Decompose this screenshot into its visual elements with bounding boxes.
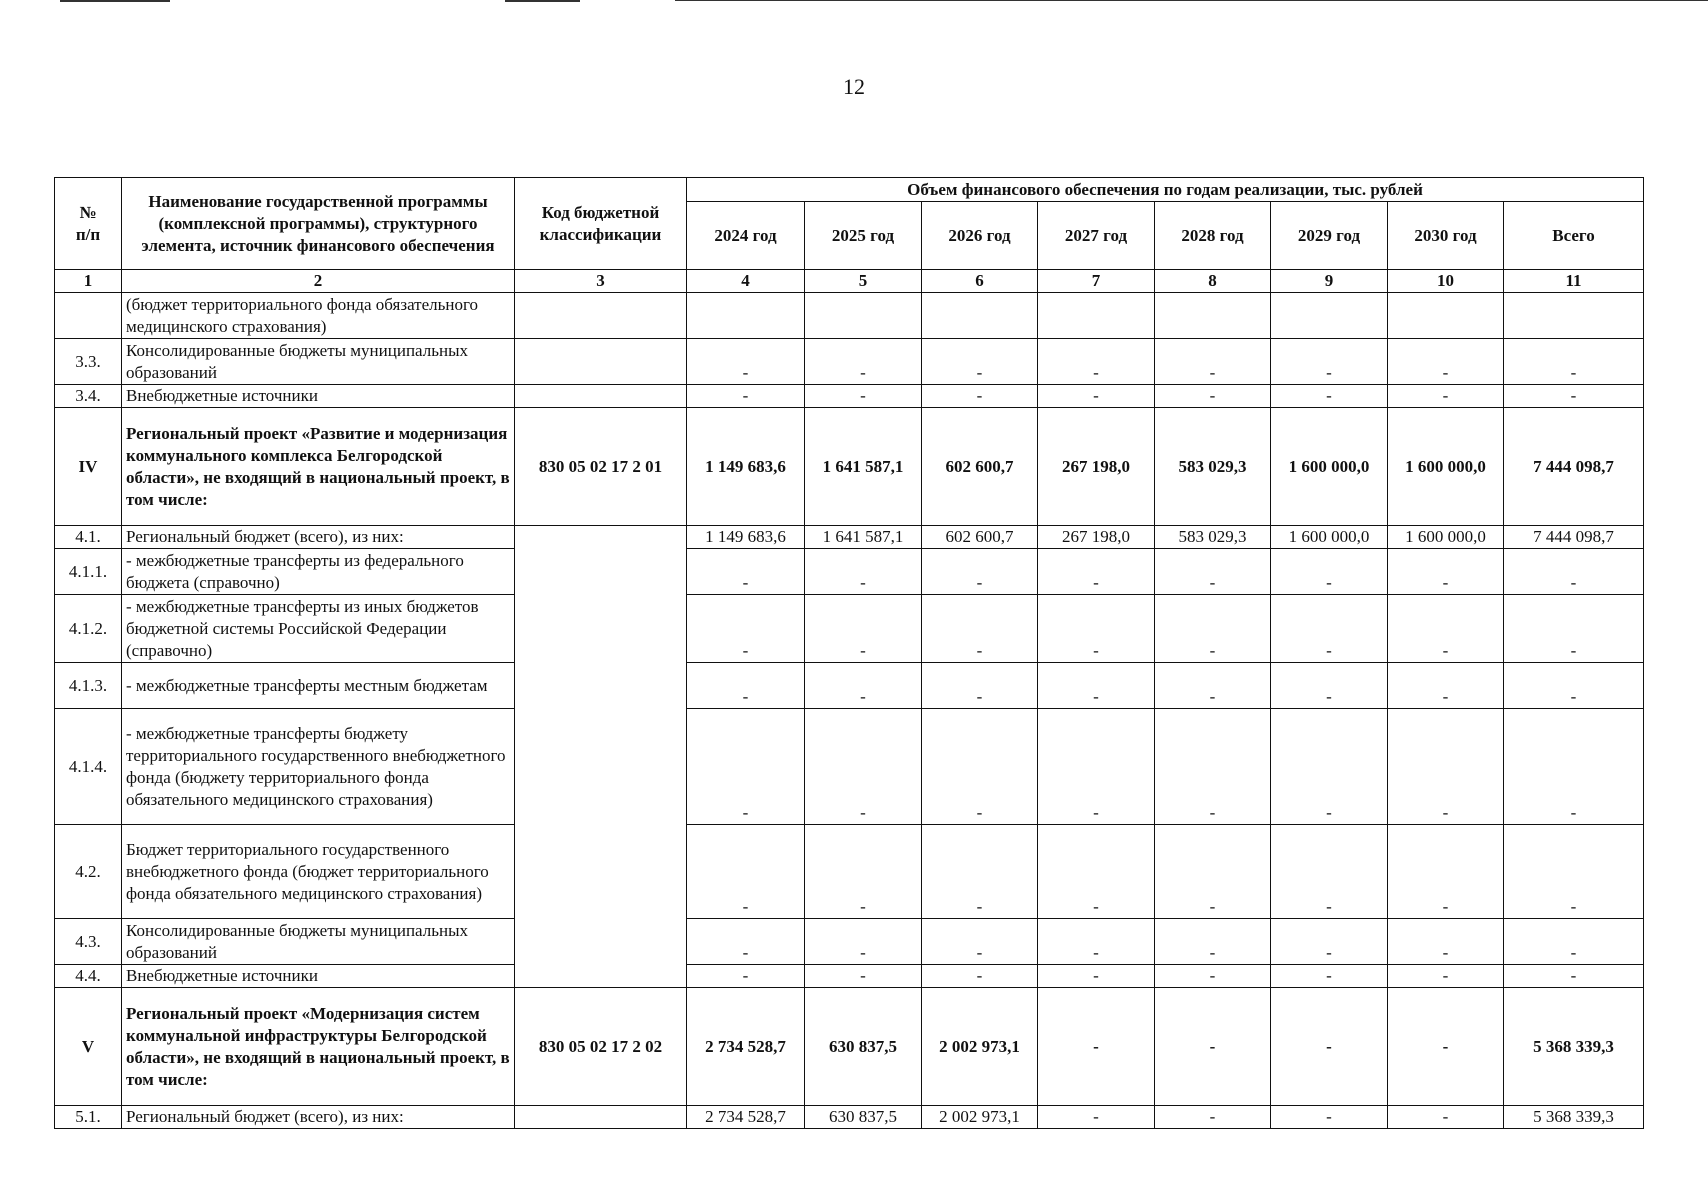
row-year-value: 583 029,3 (1155, 526, 1271, 549)
row-year-value: 1 600 000,0 (1388, 526, 1504, 549)
column-number: 7 (1038, 270, 1155, 293)
row-year-value: - (1271, 988, 1388, 1106)
table-row (55, 293, 1644, 339)
row-year-value: - (1271, 663, 1388, 709)
row-budget-code: 830 05 02 17 2 01 (515, 408, 687, 526)
header-year: 2029 год (1271, 202, 1388, 270)
header-year: 2030 год (1388, 202, 1504, 270)
row-year-value: - (922, 595, 1038, 663)
row-year-value: - (687, 595, 805, 663)
row-total-value: - (1504, 825, 1644, 919)
row-year-value: - (1038, 339, 1155, 385)
row-name: - межбюджетные трансферты бюджету территориального государственного внебюджетного фонда (бюджету территориального фонда обязательного медицинского страхования) (122, 709, 515, 825)
row-year-value: - (805, 549, 922, 595)
row-name: (бюджет территориального фонда обязательного медицинского страхования) (122, 293, 515, 339)
row-name: - межбюджетные трансферты местным бюджетам (122, 663, 515, 709)
row-name: Консолидированные бюджеты муниципальных образований (122, 339, 515, 385)
header-year: 2026 год (922, 202, 1038, 270)
row-total-value: - (1504, 663, 1644, 709)
row-total-value: - (1504, 385, 1644, 408)
row-number: 4.4. (55, 965, 122, 988)
row-year-value: - (1155, 965, 1271, 988)
column-number: 11 (1504, 270, 1644, 293)
row-year-value: - (922, 965, 1038, 988)
row-number: 4.1.3. (55, 663, 122, 709)
row-name: - межбюджетные трансферты из иных бюджетов бюджетной системы Российской Федерации (справочно) (122, 595, 515, 663)
row-year-value: - (1271, 1106, 1388, 1129)
row-year-value: - (922, 663, 1038, 709)
row-year-value: - (1388, 339, 1504, 385)
row-total-value: 5 368 339,3 (1504, 988, 1644, 1106)
row-total-value: - (1504, 549, 1644, 595)
row-year-value: 2 002 973,1 (922, 1106, 1038, 1129)
header-year: 2025 год (805, 202, 922, 270)
row-year-value: - (1155, 339, 1271, 385)
row-total-value: 7 444 098,7 (1504, 526, 1644, 549)
row-year-value: - (1388, 709, 1504, 825)
header-number: № п/п (55, 178, 122, 270)
row-year-value: - (1038, 988, 1155, 1106)
column-number-row (55, 270, 1644, 293)
table-row (55, 595, 1644, 663)
row-year-value: - (1155, 663, 1271, 709)
table-row (55, 919, 1644, 965)
row-year-value: - (922, 709, 1038, 825)
row-year-value: - (687, 549, 805, 595)
row-year-value: - (922, 825, 1038, 919)
row-year-value: - (805, 709, 922, 825)
row-budget-code (515, 339, 687, 385)
header-code: Код бюджетной классификации (515, 178, 687, 270)
header-total: Всего (1504, 202, 1644, 270)
row-year-value (687, 293, 805, 339)
row-year-value: - (922, 385, 1038, 408)
table-row (55, 825, 1644, 919)
row-name: Консолидированные бюджеты муниципальных образований (122, 919, 515, 965)
page-number: 12 (843, 74, 865, 99)
row-year-value: - (687, 709, 805, 825)
row-year-value: - (687, 663, 805, 709)
table-row (55, 965, 1644, 988)
row-number: 4.1. (55, 526, 122, 549)
row-year-value: - (1038, 965, 1155, 988)
row-year-value: 1 600 000,0 (1271, 408, 1388, 526)
row-name: Региональный проект «Модернизация систем коммунальной инфраструктуры Белгородской области», не входящий в национальный проект, в том числе: (122, 988, 515, 1106)
row-year-value: - (805, 595, 922, 663)
row-year-value: - (1038, 385, 1155, 408)
row-number: 4.1.4. (55, 709, 122, 825)
row-year-value: - (1038, 595, 1155, 663)
row-year-value: - (1271, 339, 1388, 385)
row-total-value: 5 368 339,3 (1504, 1106, 1644, 1129)
header-year: 2027 год (1038, 202, 1155, 270)
row-year-value: - (1038, 709, 1155, 825)
row-year-value: 583 029,3 (1155, 408, 1271, 526)
row-year-value: - (805, 965, 922, 988)
row-year-value: - (805, 663, 922, 709)
row-year-value: - (1271, 965, 1388, 988)
table-row (55, 408, 1644, 526)
column-number: 2 (122, 270, 515, 293)
column-number: 10 (1388, 270, 1504, 293)
column-number: 4 (687, 270, 805, 293)
row-total-value (1504, 293, 1644, 339)
row-budget-code (515, 293, 687, 339)
row-year-value (1155, 293, 1271, 339)
row-name: Региональный проект «Развитие и модернизация коммунального комплекса Белгородской области», не входящий в национальный проект, в том числе: (122, 408, 515, 526)
row-budget-code: 830 05 02 17 2 02 (515, 988, 687, 1106)
scan-edge-line (60, 0, 170, 2)
row-year-value: - (1271, 549, 1388, 595)
row-year-value: - (1155, 385, 1271, 408)
scan-edge-line (505, 0, 580, 2)
row-year-value: 1 641 587,1 (805, 526, 922, 549)
column-number: 8 (1155, 270, 1271, 293)
row-name: Бюджет территориального государственного внебюджетного фонда (бюджет территориального фонда обязательного медицинского страхования) (122, 825, 515, 919)
row-year-value: - (1388, 385, 1504, 408)
table-row (55, 526, 1644, 549)
row-year-value: - (1155, 988, 1271, 1106)
row-budget-code (515, 1106, 687, 1129)
header-year: 2028 год (1155, 202, 1271, 270)
row-year-value: 267 198,0 (1038, 526, 1155, 549)
row-year-value: - (805, 385, 922, 408)
row-year-value (1388, 293, 1504, 339)
row-year-value: - (1388, 988, 1504, 1106)
row-year-value: 630 837,5 (805, 1106, 922, 1129)
row-year-value: - (1271, 709, 1388, 825)
row-number: 3.4. (55, 385, 122, 408)
row-year-value: - (1155, 709, 1271, 825)
row-year-value (922, 293, 1038, 339)
row-year-value: 2 734 528,7 (687, 988, 805, 1106)
row-year-value: - (1271, 385, 1388, 408)
row-year-value: - (922, 919, 1038, 965)
row-year-value: - (1155, 1106, 1271, 1129)
row-number: 4.3. (55, 919, 122, 965)
row-year-value: - (1271, 919, 1388, 965)
row-year-value: 602 600,7 (922, 526, 1038, 549)
row-year-value: - (687, 919, 805, 965)
row-number (55, 293, 122, 339)
row-year-value (1271, 293, 1388, 339)
financing-table (54, 177, 1644, 1129)
row-year-value: - (687, 339, 805, 385)
row-year-value: - (1038, 825, 1155, 919)
header-year: 2024 год (687, 202, 805, 270)
row-total-value: 7 444 098,7 (1504, 408, 1644, 526)
row-year-value: - (1038, 549, 1155, 595)
row-number: 4.2. (55, 825, 122, 919)
row-year-value: - (1155, 919, 1271, 965)
row-name: - межбюджетные трансферты из федерального бюджета (справочно) (122, 549, 515, 595)
row-year-value: - (1038, 663, 1155, 709)
row-budget-code (515, 385, 687, 408)
row-year-value: - (922, 549, 1038, 595)
row-year-value: - (1271, 825, 1388, 919)
table-row (55, 1106, 1644, 1129)
row-total-value: - (1504, 965, 1644, 988)
row-year-value: 1 600 000,0 (1388, 408, 1504, 526)
scan-edge-line (675, 0, 1708, 1)
row-year-value: - (1388, 1106, 1504, 1129)
row-number: V (55, 988, 122, 1106)
row-year-value: 2 734 528,7 (687, 1106, 805, 1129)
row-year-value: - (687, 385, 805, 408)
row-year-value: - (1388, 549, 1504, 595)
row-year-value: - (1271, 595, 1388, 663)
row-year-value: - (1155, 825, 1271, 919)
row-number: 5.1. (55, 1106, 122, 1129)
row-total-value: - (1504, 595, 1644, 663)
row-number: 3.3. (55, 339, 122, 385)
row-name: Внебюджетные источники (122, 965, 515, 988)
row-year-value: 2 002 973,1 (922, 988, 1038, 1106)
row-total-value: - (1504, 919, 1644, 965)
row-year-value (805, 293, 922, 339)
column-number: 9 (1271, 270, 1388, 293)
row-year-value: 1 149 683,6 (687, 408, 805, 526)
row-year-value: - (687, 825, 805, 919)
row-number: 4.1.2. (55, 595, 122, 663)
row-budget-code (515, 526, 687, 988)
table-row (55, 549, 1644, 595)
table-row (55, 339, 1644, 385)
row-year-value: - (1155, 595, 1271, 663)
row-year-value (1038, 293, 1155, 339)
row-year-value: 1 641 587,1 (805, 408, 922, 526)
row-name: Региональный бюджет (всего), из них: (122, 526, 515, 549)
table-row (55, 385, 1644, 408)
row-year-value: - (1038, 919, 1155, 965)
row-year-value: - (687, 965, 805, 988)
row-year-value: - (1155, 549, 1271, 595)
row-year-value: 1 600 000,0 (1271, 526, 1388, 549)
row-total-value: - (1504, 339, 1644, 385)
row-year-value: - (1388, 663, 1504, 709)
row-number: IV (55, 408, 122, 526)
row-year-value: 1 149 683,6 (687, 526, 805, 549)
column-number: 5 (805, 270, 922, 293)
row-year-value: - (1388, 595, 1504, 663)
row-year-value: 602 600,7 (922, 408, 1038, 526)
row-year-value: - (1388, 825, 1504, 919)
row-year-value: 630 837,5 (805, 988, 922, 1106)
row-name: Региональный бюджет (всего), из них: (122, 1106, 515, 1129)
column-number: 3 (515, 270, 687, 293)
table-row (55, 988, 1644, 1106)
table-row (55, 709, 1644, 825)
row-year-value: - (805, 825, 922, 919)
row-year-value: 267 198,0 (1038, 408, 1155, 526)
row-year-value: - (805, 919, 922, 965)
row-year-value: - (805, 339, 922, 385)
column-number: 6 (922, 270, 1038, 293)
header-financing-group: Объем финансового обеспечения по годам реализации, тыс. рублей (687, 178, 1644, 202)
row-name: Внебюджетные источники (122, 385, 515, 408)
row-year-value: - (1388, 919, 1504, 965)
table-row (55, 663, 1644, 709)
row-total-value: - (1504, 709, 1644, 825)
row-year-value: - (1388, 965, 1504, 988)
row-year-value: - (922, 339, 1038, 385)
row-number: 4.1.1. (55, 549, 122, 595)
row-year-value: - (1038, 1106, 1155, 1129)
column-number: 1 (55, 270, 122, 293)
header-name: Наименование государственной программы (комплексной программы), структурного элемента, источник финансового обеспечения (122, 178, 515, 270)
